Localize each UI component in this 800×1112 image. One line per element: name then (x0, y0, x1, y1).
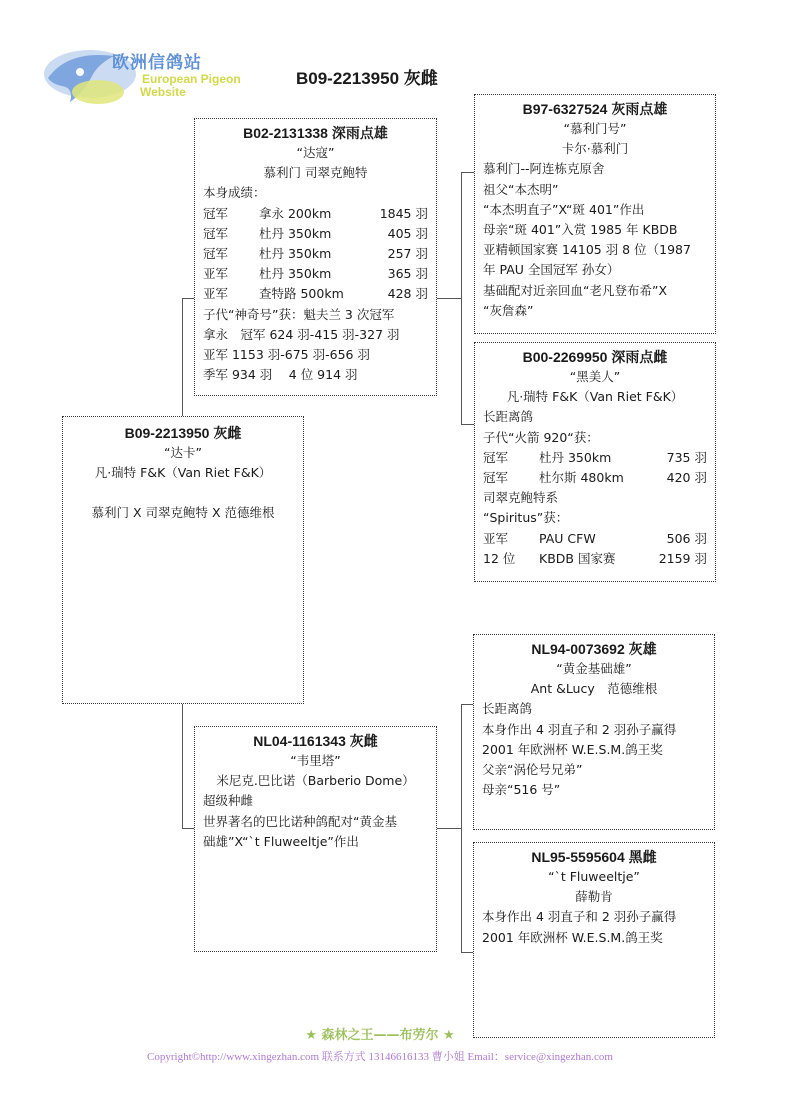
pedigree-line: 司翠克鲍特系 (483, 490, 559, 506)
sire-card (194, 118, 437, 396)
sire-results-label: 本身成绩： (203, 185, 266, 201)
sire-dam-result-row (483, 468, 707, 488)
sire-sire-card (474, 94, 716, 334)
connector-line (182, 298, 183, 418)
pedigree-line: 祖父“本杰明” (483, 181, 559, 197)
dam-dam-card (473, 842, 715, 1038)
pedigree-line: 年 PAU 全国冠军 孙女） (483, 262, 620, 278)
dam-breeder: 米尼克.巴比诺（Barberio Dome） (216, 773, 415, 789)
connector-line (182, 704, 183, 828)
result-race: 拿永 200km (259, 205, 332, 221)
footer-title: ★ 森林之王——布劳尔 ★ (305, 1028, 455, 1043)
result-race: 杜尔斯 480km (539, 470, 624, 486)
sire-note: 子代“神奇号”获：魁夫兰 3 次冠军 (203, 306, 395, 322)
connector-line (461, 952, 473, 953)
result-place: 亚军 (203, 266, 229, 282)
sire-nickname: “达寇” (296, 145, 335, 160)
page-title: B09-2213950 灰雌 (296, 69, 438, 88)
sire-note: 亚军 1153 羽-675 羽-656 羽 (203, 347, 370, 363)
result-race: 杜丹 350km (259, 266, 332, 282)
result-birds: 1845 羽 (379, 205, 428, 221)
sire-dam-ring: B00-2269950 深雨点雌 (522, 349, 668, 365)
pedigree-line: 母亲“斑 401”入赏 1985 年 KBDB (483, 222, 678, 238)
pedigree-line: 亚精顿国家赛 14105 羽 8 位（1987 (483, 242, 691, 258)
result-place: 12 位 (483, 550, 516, 566)
subject-owner: 凡·瑞特 F&K（Van Riet F&K） (94, 465, 272, 481)
sire-result-row (203, 264, 428, 284)
logo-name-en-1: European Pigeon (142, 72, 241, 86)
connector-line (461, 704, 462, 952)
result-birds: 2159 羽 (658, 550, 707, 566)
sire-result-row (203, 244, 428, 264)
subject-nickname: “达卡” (164, 445, 202, 460)
pedigree-line: “本杰明直子”X“斑 401”作出 (483, 201, 645, 217)
dam-card (194, 726, 437, 952)
dam-sire-ring: NL94-0073692 灰雄 (531, 641, 657, 657)
connector-line (461, 424, 474, 425)
sire-dam-card (474, 342, 716, 582)
result-birds: 420 羽 (666, 470, 707, 486)
dam-dam-ring: NL95-5595604 黑雌 (531, 849, 657, 865)
pedigree-line: 母亲“516 号” (482, 782, 561, 798)
sire-dam-breeder: 凡·瑞特 F&K（Van Riet F&K） (506, 389, 684, 405)
dam-nickname: “韦里塔” (290, 753, 341, 768)
pedigree-line: “灰詹森” (483, 302, 534, 318)
pedigree-line: 本身作出 4 羽直子和 2 羽孙子赢得 (482, 721, 677, 737)
pedigree-line: 父亲“涡伦号兄弟” (482, 762, 583, 778)
result-race: 查特路 500km (259, 286, 344, 302)
result-birds: 735 羽 (666, 449, 707, 465)
result-birds: 257 羽 (387, 246, 428, 262)
subject-card (62, 416, 304, 704)
result-race: KBDB 国家赛 (539, 550, 616, 566)
connector-line (461, 172, 474, 173)
pedigree-line: 2001 年欧洲杯 W.E.S.M.鸽王奖 (482, 741, 663, 757)
sire-dam-result-row (483, 549, 707, 569)
connector-line (461, 172, 462, 424)
result-place: 冠军 (203, 246, 229, 262)
dam-sire-card (473, 634, 715, 830)
logo-name-cn: 欧洲信鸽站 (112, 53, 202, 73)
dam-dam-breeder: 薛勒肯 (575, 889, 613, 905)
result-place: 冠军 (483, 449, 509, 465)
sire-origin: 慕利门 司翠克鲍特 (263, 165, 368, 181)
dam-dam-nickname: “`t Fluweeltje” (548, 869, 640, 884)
sire-dam-nickname: “黑美人” (569, 369, 621, 384)
pedigree-line: 慕利门--阿连栋克原舍 (483, 161, 605, 177)
result-place: 冠军 (203, 225, 229, 241)
result-race: 杜丹 350km (259, 246, 332, 262)
dam-sire-nickname: “黄金基础雄” (556, 661, 632, 676)
pedigree-line: 本身作出 4 羽直子和 2 羽孙子赢得 (482, 909, 677, 925)
sire-dam-result-row (483, 529, 707, 549)
sire-note: 季军 934 羽 4 位 914 羽 (203, 367, 358, 383)
pedigree-line: 超级种雌 (203, 793, 254, 809)
sire-dam-result-row (483, 448, 707, 468)
sire-sire-breeder: 卡尔·慕利门 (561, 141, 629, 157)
connector-line (437, 298, 461, 299)
subject-ring: B09-2213950 灰雌 (124, 425, 242, 441)
result-birds: 365 羽 (387, 266, 428, 282)
pedigree-line: 世界著名的巴比诺种鸽配对“黄金基 (203, 813, 397, 829)
pedigree-line: “Spiritus”获： (483, 510, 569, 526)
connector-line (461, 704, 473, 705)
pedigree-line: 基础配对近亲回血“老凡登布希”X (483, 282, 668, 298)
dam-ring: NL04-1161343 灰雌 (253, 733, 378, 749)
site-logo (40, 42, 280, 112)
footer-copyright: Copyright©http://www.xingezhan.com 联系方式 13146616133 曹小姐 Email：service@xingezhan.com (147, 1051, 613, 1063)
result-birds: 428 羽 (387, 286, 428, 302)
result-race: PAU CFW (539, 530, 596, 546)
pedigree-line: 2001 年欧洲杯 W.E.S.M.鸽王奖 (482, 929, 663, 945)
result-race: 杜丹 350km (539, 449, 612, 465)
sire-ring: B02-2131338 深雨点雄 (243, 125, 388, 141)
connector-line (182, 298, 194, 299)
sire-note: 拿永 冠军 624 羽-415 羽-327 羽 (203, 326, 400, 342)
pedigree-line: 长距离鸽 (483, 409, 534, 425)
pedigree-line: 子代“火箭 920“获： (483, 429, 599, 445)
result-race: 杜丹 350km (259, 225, 332, 241)
sire-result-row (203, 224, 428, 244)
dam-sire-breeder: Ant &Lucy 范德维根 (530, 681, 658, 697)
result-place: 冠军 (483, 470, 509, 486)
result-place: 亚军 (483, 530, 509, 546)
result-place: 冠军 (203, 205, 229, 221)
result-birds: 405 羽 (387, 225, 428, 241)
sire-result-row (203, 204, 428, 224)
connector-line (182, 828, 194, 829)
pedigree-line: 长距离鸽 (482, 701, 533, 717)
sire-sire-ring: B97-6327524 灰雨点雄 (522, 101, 668, 117)
result-birds: 506 羽 (666, 530, 707, 546)
logo-name-en-2: Website (140, 85, 186, 99)
sire-sire-nickname: “慕利门号” (563, 121, 627, 136)
connector-line (437, 828, 461, 829)
subject-bloodline: 慕利门 X 司翠克鲍特 X 范德维根 (91, 505, 275, 521)
result-place: 亚军 (203, 286, 229, 302)
sire-result-row (203, 284, 428, 304)
pedigree-line: 础雄”X“`t Fluweeltje”作出 (203, 833, 359, 849)
